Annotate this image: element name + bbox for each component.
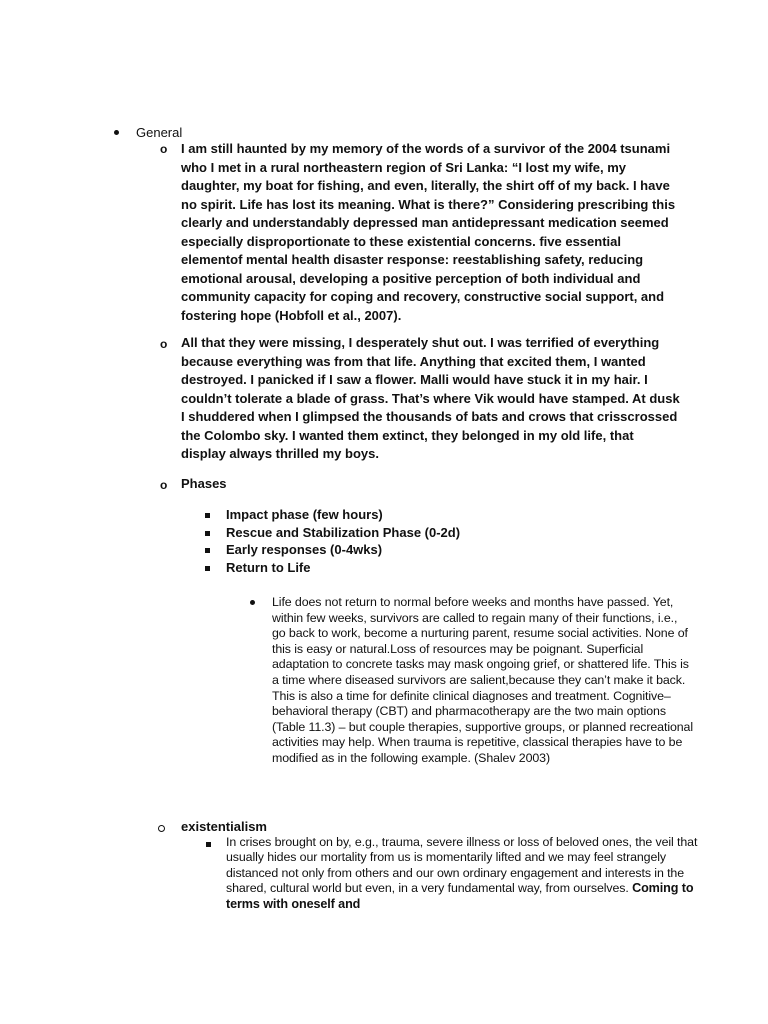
bullet-o: o [160,337,168,351]
bullet-square [205,548,210,553]
list-item: Early responses (0-4wks) [205,541,460,559]
phases-heading: Phases [181,476,227,491]
bullet-o: o [160,478,168,492]
bullet-disc [250,600,255,605]
survivor-quote-paragraph: I am still haunted by my memory of the words of a survivor of the 2004 tsunami who I met in a rural northeastern region of Sri Lanka: “I lost my wife, my daughter, my boat for fishing, and even, literally, the shirt off of my back. I have no spirit. Life has lost its meaning. What is there?” Considering prescribing this clearly and understandably depressed man antidepressant medication seemed especially disproportionate to these existential concerns. five essential elementof mental health disaster response: reestablishing safety, reducing emotional arousal, developing a positive perception of both individual and community capacity for coping and recovery, constructive social support, and fostering hope (Hobfoll et al., 2007). [181,141,676,323]
list-item: Rescue and Stabilization Phase (0-2d) [205,524,460,542]
general-heading: General [136,125,183,140]
bullet-o: o [160,142,168,156]
existentialism-heading: existentialism [181,819,267,834]
bullet-square [205,531,210,536]
return-to-life-note: Life does not return to normal before weeks and months have passed. Yet, within few weeks, survivors are called to regain many of their functions, i.e., go back to work, become a nurturing parent, resume social activities. None of this is easy or natural.Loss of resources may be poignant. Superficial adaptation to concrete tasks may mask ongoing grief, or shattered life. This is a time where diseased survivors are salient,because they can’t make it back. This is also a time for definite clinical diagnoses and treatment. Cognitive–behavioral therapy (CBT) and pharmacotherapy are the two main options (Table 11.3) – but couple therapies, supportive groups, or planned recreational activities may help. When trauma is repetitive, classical therapies have to be modified as in the following example. (Shalev 2003) [272,595,693,765]
list-item: Return to Life [205,559,460,577]
phases-list [205,506,460,576]
missing-paragraph: All that they were missing, I desperately shut out. I was terrified of everything because everything was from that life. Anything that excited them, I wanted destroyed. I panicked if I saw a flower. Malli would have stuck it in my hair. I couldn’t tolerate a blade of grass. That’s where Vik would have stamped. At dusk I shuddered when I glimpsed the thousands of bats and crows that crisscrossed the Colombo sky. I wanted them extinct, they belonged in my old life, that display always thrilled my boys. [181,335,680,461]
existentialism-paragraph: In crises brought on by, e.g., trauma, severe illness or loss of beloved ones, the veil that usually hides our mortality from us is momentarily lifted and we may feel strangely distanced not only from others and our own ordinary engagement and interests in the shared, cultural world but even, in a very fundamental way, from ourselves. Coming to terms with oneself and [226,835,698,911]
list-item: Impact phase (few hours) [205,506,460,524]
bullet-disc [114,130,119,135]
bullet-square [206,842,211,847]
bullet-square [205,513,210,518]
bold-tail-text: Coming to terms with oneself and [226,881,694,911]
bullet-square [205,566,210,571]
bullet-circle [158,825,165,832]
